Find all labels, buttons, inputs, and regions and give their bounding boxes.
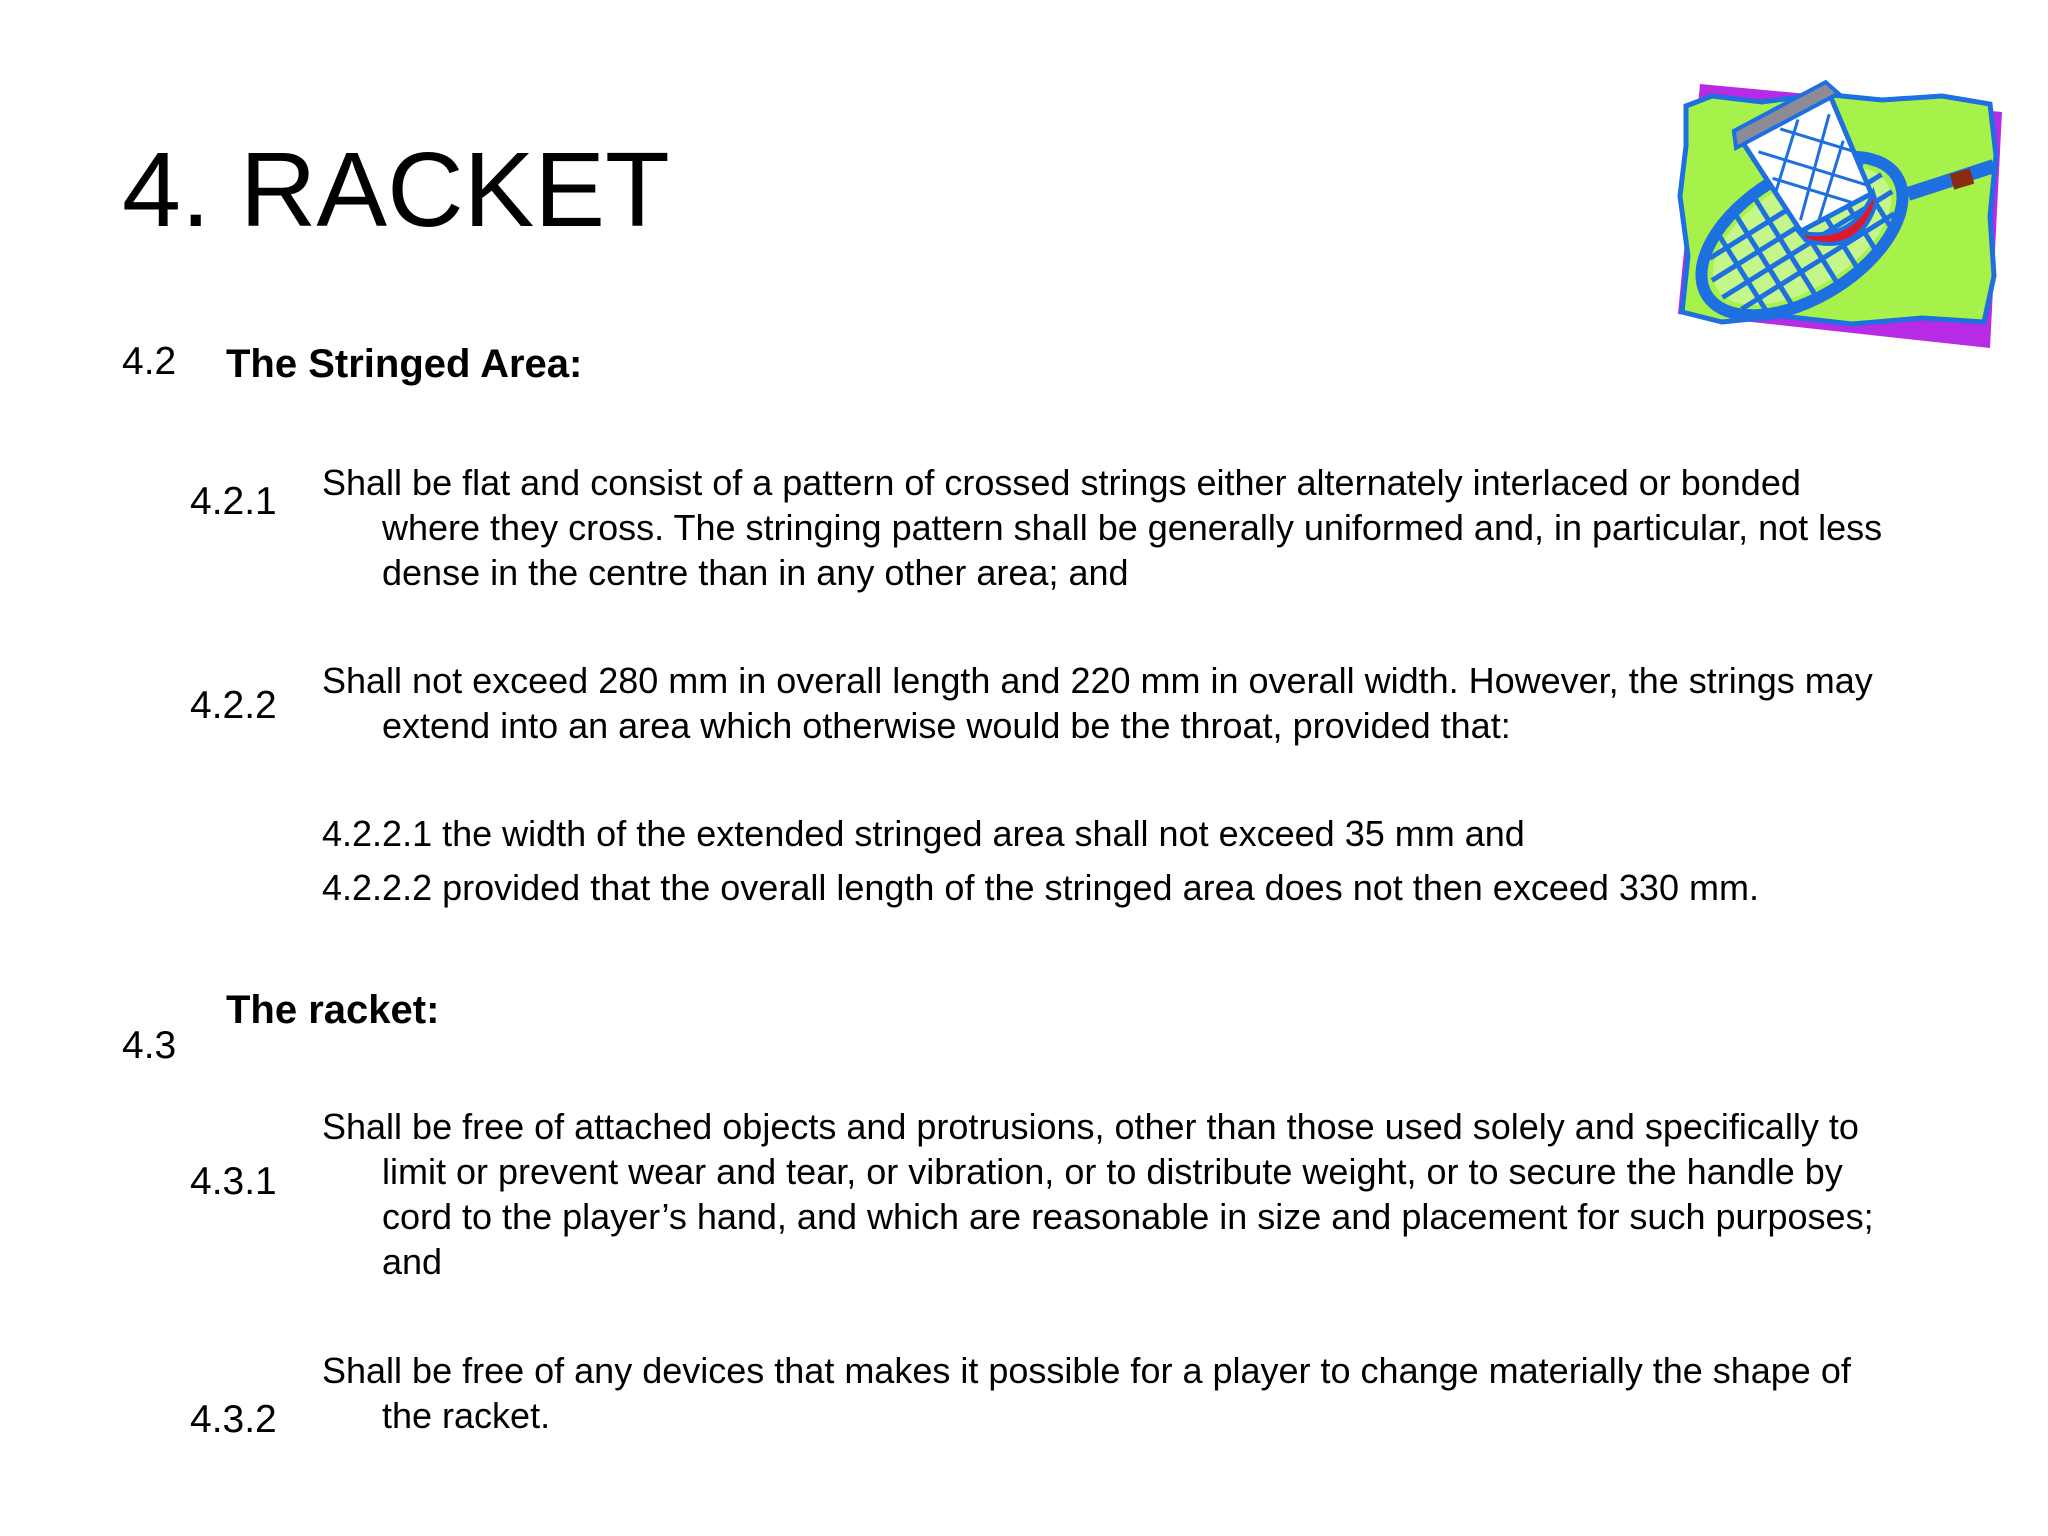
badminton-racket-shuttlecock-icon bbox=[1672, 66, 2012, 358]
section-heading: The Stringed Area: bbox=[226, 342, 583, 386]
section-heading: The racket: bbox=[226, 988, 440, 1032]
item-number: 4.2.1 bbox=[190, 480, 277, 523]
subitem-text: 4.2.2.1 the width of the extended stringed area shall not exceed 35 mm and bbox=[322, 813, 1525, 854]
text-line: limit or prevent wear and tear, or vibration, or to distribute weight, or to secure the handle by bbox=[382, 1151, 1843, 1192]
text-line: the racket. bbox=[382, 1395, 551, 1436]
item-number: 4.2.2 bbox=[190, 684, 277, 727]
text-line: cord to the player’s hand, and which are reasonable in size and placement for such purposes; bbox=[382, 1196, 1874, 1237]
text-line: and bbox=[382, 1241, 443, 1282]
subitem-text: 4.2.2.2 provided that the overall length of the stringed area does not then exceed 330 mm. bbox=[322, 867, 1759, 908]
section-number: 4.3 bbox=[122, 1024, 177, 1067]
text-line: Shall be free of any devices that makes it possible for a player to change materially the shape of bbox=[322, 1350, 1851, 1391]
text-line: Shall be free of attached objects and protrusions, other than those used solely and specifically to bbox=[322, 1106, 1859, 1147]
item-number: 4.3.1 bbox=[190, 1160, 277, 1203]
text-line: where they cross. The stringing pattern shall be generally uniformed and, in particular, not less bbox=[382, 507, 1883, 548]
text-line: extend into an area which otherwise would be the throat, provided that: bbox=[382, 705, 1511, 746]
item-text bbox=[322, 1348, 2042, 1438]
text-line: dense in the centre than in any other area; and bbox=[382, 552, 1129, 593]
item-number: 4.3.2 bbox=[190, 1398, 277, 1441]
text-line: Shall not exceed 280 mm in overall length and 220 mm in overall width. However, the strings may bbox=[322, 660, 1873, 701]
text-line: Shall be flat and consist of a pattern of crossed strings either alternately interlaced or bonded bbox=[322, 462, 1801, 503]
item-text bbox=[322, 658, 2042, 748]
item-text bbox=[322, 1104, 2042, 1284]
page-title: 4. RACKET bbox=[122, 131, 670, 249]
section-number: 4.2 bbox=[122, 340, 177, 383]
item-text bbox=[322, 460, 2042, 595]
